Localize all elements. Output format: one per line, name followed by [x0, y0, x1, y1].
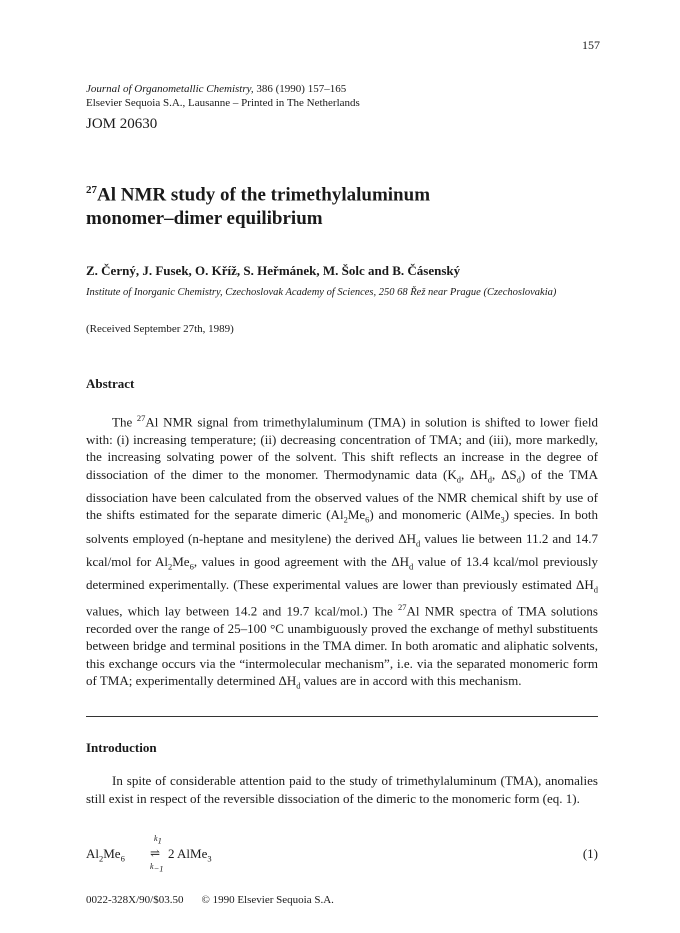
abstract-heading: Abstract: [86, 376, 135, 391]
authors: Z. Černý, J. Fusek, O. Kříž, S. Heřmánek, M. Šolc and B. Čásenský: [86, 263, 461, 278]
jom-code: JOM 20630: [86, 116, 158, 132]
title-line-1: Al NMR study of the trimethylaluminum: [97, 184, 431, 206]
equation-number: (1): [582, 846, 598, 861]
journal-info: [86, 82, 360, 110]
journal-volume: 386 (1990) 157–165: [253, 83, 347, 95]
equation-reactant: $Al_2Me_6$: [86, 846, 125, 864]
equilibrium-arrow: ⇌: [150, 846, 161, 860]
issn-price: 0022-328X/90/$03.50: [86, 894, 184, 906]
copyright: © 1990 Elsevier Sequoia S.A.: [201, 894, 334, 906]
introduction-heading: Introduction: [86, 740, 157, 755]
equation-1: [86, 834, 598, 874]
title-line-2: monomer–dimer equilibrium: [86, 208, 323, 230]
equation-product: 2 AlMe$_3$: [168, 846, 212, 864]
abstract-text: The $^{27}$Al NMR signal from trimethylaluminum (TMA) in solution is shifted to lower field with: (i) increasing temperature; (ii) decreasing concentration of TMA; and (iii), more markedly, the increasing solvating power of the solvent. This shift reflects an increase in the degree of dissociation of the dimer to the monomer. Thermodynamic data ($K_d$, $\Delta H_d$, $\Delta S_d$) of the TMA dissociation have been calculated from the observed values of the NMR chemical shift by use of the shifts estimated for the separate dimeric $(Al_2Me_6)$ and monomeric (AlMe$_3$) species. In both solvents employed (n-heptane and mesitylene) the derived $\Delta H_d$ values lie between 11.2 and 14.7 kcal/mol for $Al_2Me_6$, values in good agreement with the $\Delta H_d$ value of 13.4 kcal/mol previously determined experimentally. (These experimental values are lower than previously estimated $\Delta H_d$ values, which lay between 14.2 and 19.7 kcal/mol.) The $^{27}$Al NMR spectra of TMA solutions recorded over the range of 25–100 °C unambiguously proved the exchange of methyl substituents between bridge and terminal positions in the TMA dimer. In both aromatic and aliphatic solvents, this exchange occurs via the “intermolecular mechanism”, i.e. via the separated monomeric form of TMA; experimentally determined $\Delta H_d$ values are in accord with this mechanism.: [86, 413, 598, 691]
publisher-line: Elsevier Sequoia S.A., Lausanne – Printed in The Netherlands: [86, 97, 360, 109]
section-divider: [86, 716, 598, 717]
reverse-rate-constant: $k_{-1}$: [150, 862, 164, 874]
page-number: 157: [582, 38, 600, 52]
isotope-superscript: 27: [86, 184, 97, 196]
received-date: (Received September 27th, 1989): [86, 323, 234, 335]
introduction-text: In spite of considerable attention paid to the study of trimethylaluminum (TMA), anomalies still exist in respect of the reversible dissociation of the dimeric to the monomeric form (eq. 1).: [86, 773, 598, 806]
affiliation: Institute of Inorganic Chemistry, Czechoslovak Academy of Sciences, 250 68 Řež near Prague (Czechoslovakia): [86, 287, 557, 298]
journal-citation: [86, 82, 360, 96]
footer: [86, 894, 352, 906]
forward-rate-constant: $k_1$: [154, 834, 162, 846]
journal-name: Journal of Organometallic Chemistry,: [86, 83, 254, 95]
paper-title: [86, 178, 606, 231]
